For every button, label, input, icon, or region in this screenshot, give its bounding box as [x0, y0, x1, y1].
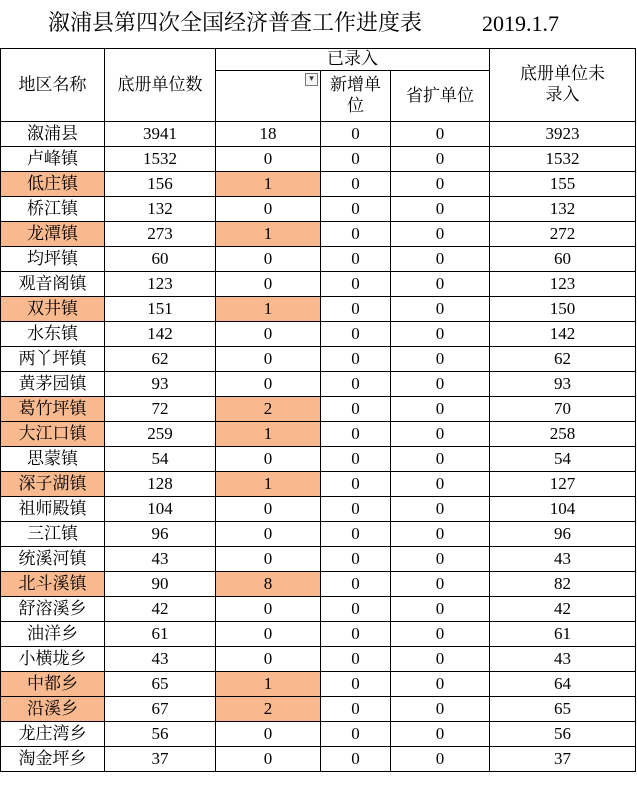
- cell-new-units[interactable]: 0: [321, 447, 391, 472]
- cell-registered[interactable]: 259: [105, 422, 216, 447]
- cell-region-name[interactable]: 桥江镇: [1, 197, 105, 222]
- cell-not-entered[interactable]: 62: [490, 347, 636, 372]
- cell-registered[interactable]: 42: [105, 597, 216, 622]
- cell-not-entered[interactable]: 70: [490, 397, 636, 422]
- table-row: [1, 722, 636, 747]
- cell-region-name[interactable]: 油洋乡: [1, 622, 105, 647]
- cell-not-entered[interactable]: 150: [490, 297, 636, 322]
- table-row: [1, 347, 636, 372]
- cell-not-entered[interactable]: 142: [490, 322, 636, 347]
- cell-new-units[interactable]: 0: [321, 372, 391, 397]
- table-row: [1, 697, 636, 722]
- cell-province-units[interactable]: 0: [391, 347, 490, 372]
- cell-province-units[interactable]: 0: [391, 147, 490, 172]
- cell-new-units[interactable]: 0: [321, 597, 391, 622]
- cell-not-entered[interactable]: 54: [490, 447, 636, 472]
- sheet-title: [0, 0, 637, 48]
- cell-region-name[interactable]: 中都乡: [1, 672, 105, 697]
- table-row: [1, 497, 636, 522]
- cell-entered[interactable]: 0: [216, 597, 321, 622]
- cell-registered[interactable]: 1532: [105, 147, 216, 172]
- header-region: 地区名称: [1, 49, 105, 122]
- cell-not-entered[interactable]: 123: [490, 272, 636, 297]
- cell-province-units[interactable]: 0: [391, 572, 490, 597]
- header-new-units: 新增单位: [321, 71, 391, 122]
- report-date: 2019.1.7: [482, 11, 559, 36]
- cell-entered[interactable]: 0: [216, 647, 321, 672]
- cell-registered[interactable]: 132: [105, 197, 216, 222]
- table-row: [1, 247, 636, 272]
- table-row: [1, 747, 636, 772]
- cell-registered[interactable]: 123: [105, 272, 216, 297]
- cell-new-units[interactable]: 0: [321, 747, 391, 772]
- cell-entered[interactable]: 1: [216, 172, 321, 197]
- cell-not-entered[interactable]: 37: [490, 747, 636, 772]
- table-row: [1, 572, 636, 597]
- table-row: [1, 197, 636, 222]
- table-row: [1, 547, 636, 572]
- cell-new-units[interactable]: 0: [321, 647, 391, 672]
- cell-entered[interactable]: 0: [216, 497, 321, 522]
- table-row: [1, 397, 636, 422]
- cell-new-units[interactable]: 0: [321, 147, 391, 172]
- cell-region-name[interactable]: 均坪镇: [1, 247, 105, 272]
- cell-registered[interactable]: 61: [105, 622, 216, 647]
- progress-table: [0, 48, 636, 772]
- cell-entered[interactable]: 0: [216, 722, 321, 747]
- cell-new-units[interactable]: 0: [321, 272, 391, 297]
- cell-not-entered[interactable]: 61: [490, 622, 636, 647]
- cell-entered[interactable]: 1: [216, 222, 321, 247]
- cell-not-entered[interactable]: 3923: [490, 122, 636, 147]
- cell-province-units[interactable]: 0: [391, 372, 490, 397]
- cell-province-units[interactable]: 0: [391, 297, 490, 322]
- cell-not-entered[interactable]: 42: [490, 597, 636, 622]
- cell-province-units[interactable]: 0: [391, 622, 490, 647]
- cell-entered[interactable]: 0: [216, 522, 321, 547]
- cell-new-units[interactable]: 0: [321, 297, 391, 322]
- cell-region-name[interactable]: 卢峰镇: [1, 147, 105, 172]
- cell-not-entered[interactable]: 155: [490, 172, 636, 197]
- cell-registered[interactable]: 67: [105, 697, 216, 722]
- cell-new-units[interactable]: 0: [321, 472, 391, 497]
- cell-province-units[interactable]: 0: [391, 272, 490, 297]
- header-entered-group: 已录入: [216, 49, 490, 71]
- cell-not-entered[interactable]: 64: [490, 672, 636, 697]
- filter-dropdown-icon[interactable]: ▾: [305, 73, 318, 86]
- cell-not-entered[interactable]: 93: [490, 372, 636, 397]
- cell-registered[interactable]: 56: [105, 722, 216, 747]
- cell-region-name[interactable]: 大江口镇: [1, 422, 105, 447]
- cell-registered[interactable]: 273: [105, 222, 216, 247]
- cell-new-units[interactable]: 0: [321, 172, 391, 197]
- table-row: [1, 222, 636, 247]
- cell-province-units[interactable]: 0: [391, 222, 490, 247]
- cell-region-name[interactable]: 统溪河镇: [1, 547, 105, 572]
- cell-not-entered[interactable]: 272: [490, 222, 636, 247]
- table-row: [1, 447, 636, 472]
- cell-registered[interactable]: 142: [105, 322, 216, 347]
- table-row: [1, 522, 636, 547]
- cell-new-units[interactable]: 0: [321, 522, 391, 547]
- cell-not-entered[interactable]: 127: [490, 472, 636, 497]
- cell-region-name[interactable]: 舒溶溪乡: [1, 597, 105, 622]
- cell-region-name[interactable]: 龙潭镇: [1, 222, 105, 247]
- cell-new-units[interactable]: 0: [321, 722, 391, 747]
- cell-region-name[interactable]: 双井镇: [1, 297, 105, 322]
- cell-entered[interactable]: 0: [216, 247, 321, 272]
- cell-entered[interactable]: 1: [216, 672, 321, 697]
- cell-not-entered[interactable]: 43: [490, 647, 636, 672]
- cell-new-units[interactable]: 0: [321, 622, 391, 647]
- cell-province-units[interactable]: 0: [391, 547, 490, 572]
- cell-not-entered[interactable]: 104: [490, 497, 636, 522]
- cell-province-units[interactable]: 0: [391, 122, 490, 147]
- cell-new-units[interactable]: 0: [321, 397, 391, 422]
- cell-registered[interactable]: 156: [105, 172, 216, 197]
- cell-registered[interactable]: 93: [105, 372, 216, 397]
- cell-province-units[interactable]: 0: [391, 597, 490, 622]
- cell-registered[interactable]: 72: [105, 397, 216, 422]
- cell-new-units[interactable]: 0: [321, 697, 391, 722]
- cell-registered[interactable]: 151: [105, 297, 216, 322]
- cell-province-units[interactable]: 0: [391, 522, 490, 547]
- table-row: [1, 372, 636, 397]
- header-province-units: 省扩单位: [391, 71, 490, 122]
- cell-new-units[interactable]: 0: [321, 422, 391, 447]
- table-row: [1, 472, 636, 497]
- cell-province-units[interactable]: 0: [391, 422, 490, 447]
- cell-region-name[interactable]: 低庄镇: [1, 172, 105, 197]
- cell-entered[interactable]: 0: [216, 197, 321, 222]
- cell-entered[interactable]: 2: [216, 397, 321, 422]
- table-row: [1, 172, 636, 197]
- cell-region-name[interactable]: 溆浦县: [1, 122, 105, 147]
- cell-province-units[interactable]: 0: [391, 647, 490, 672]
- page-title: 溆浦县第四次全国经济普查工作进度表: [48, 11, 423, 36]
- cell-region-name[interactable]: 葛竹坪镇: [1, 397, 105, 422]
- cell-entered[interactable]: 8: [216, 572, 321, 597]
- table-body: [1, 122, 636, 772]
- table-row: [1, 147, 636, 172]
- cell-new-units[interactable]: 0: [321, 247, 391, 272]
- cell-province-units[interactable]: 0: [391, 172, 490, 197]
- table-row: [1, 297, 636, 322]
- cell-entered[interactable]: 0: [216, 147, 321, 172]
- cell-registered[interactable]: 65: [105, 672, 216, 697]
- cell-registered[interactable]: 37: [105, 747, 216, 772]
- header-registered-label: 底册单位数: [117, 74, 203, 95]
- table-row: [1, 597, 636, 622]
- cell-registered[interactable]: 90: [105, 572, 216, 597]
- cell-province-units[interactable]: 0: [391, 197, 490, 222]
- cell-region-name[interactable]: 思蒙镇: [1, 447, 105, 472]
- cell-entered[interactable]: 2: [216, 697, 321, 722]
- cell-region-name[interactable]: 北斗溪镇: [1, 572, 105, 597]
- cell-region-name[interactable]: 三江镇: [1, 522, 105, 547]
- cell-province-units[interactable]: 0: [391, 397, 490, 422]
- cell-region-name[interactable]: 沿溪乡: [1, 697, 105, 722]
- cell-new-units[interactable]: 0: [321, 347, 391, 372]
- cell-province-units[interactable]: 0: [391, 672, 490, 697]
- cell-not-entered[interactable]: 258: [490, 422, 636, 447]
- cell-region-name[interactable]: 两丫坪镇: [1, 347, 105, 372]
- cell-entered[interactable]: 0: [216, 272, 321, 297]
- cell-entered[interactable]: 1: [216, 472, 321, 497]
- cell-province-units[interactable]: 0: [391, 697, 490, 722]
- cell-region-name[interactable]: 水东镇: [1, 322, 105, 347]
- cell-region-name[interactable]: 黄茅园镇: [1, 372, 105, 397]
- cell-not-entered[interactable]: 132: [490, 197, 636, 222]
- table-row: [1, 322, 636, 347]
- cell-entered[interactable]: 1: [216, 297, 321, 322]
- cell-not-entered[interactable]: 56: [490, 722, 636, 747]
- table-row: [1, 422, 636, 447]
- cell-registered[interactable]: 104: [105, 497, 216, 522]
- table-row: [1, 272, 636, 297]
- cell-entered[interactable]: 0: [216, 322, 321, 347]
- cell-entered[interactable]: 0: [216, 747, 321, 772]
- cell-entered[interactable]: 18: [216, 122, 321, 147]
- cell-province-units[interactable]: 0: [391, 447, 490, 472]
- cell-new-units[interactable]: 0: [321, 672, 391, 697]
- cell-new-units[interactable]: 0: [321, 547, 391, 572]
- cell-registered[interactable]: 60: [105, 247, 216, 272]
- cell-province-units[interactable]: 0: [391, 722, 490, 747]
- cell-registered[interactable]: 43: [105, 547, 216, 572]
- cell-registered[interactable]: 128: [105, 472, 216, 497]
- cell-province-units[interactable]: 0: [391, 747, 490, 772]
- table-row: [1, 622, 636, 647]
- cell-region-name[interactable]: 淘金坪乡: [1, 747, 105, 772]
- cell-new-units[interactable]: 0: [321, 197, 391, 222]
- cell-registered[interactable]: 96: [105, 522, 216, 547]
- cell-region-name[interactable]: 祖师殿镇: [1, 497, 105, 522]
- cell-entered[interactable]: 0: [216, 622, 321, 647]
- cell-not-entered[interactable]: 1532: [490, 147, 636, 172]
- cell-registered[interactable]: 43: [105, 647, 216, 672]
- header-not-entered: 底册单位未录入: [490, 49, 636, 122]
- cell-province-units[interactable]: 0: [391, 472, 490, 497]
- cell-registered[interactable]: 3941: [105, 122, 216, 147]
- cell-province-units[interactable]: 0: [391, 247, 490, 272]
- table-row: [1, 122, 636, 147]
- cell-region-name[interactable]: 小横垅乡: [1, 647, 105, 672]
- header-registered[interactable]: [105, 49, 216, 122]
- header-entered-total[interactable]: [216, 71, 321, 122]
- cell-not-entered[interactable]: 96: [490, 522, 636, 547]
- cell-registered[interactable]: 54: [105, 447, 216, 472]
- cell-region-name[interactable]: 观音阁镇: [1, 272, 105, 297]
- cell-new-units[interactable]: 0: [321, 222, 391, 247]
- cell-not-entered[interactable]: 65: [490, 697, 636, 722]
- cell-new-units[interactable]: 0: [321, 122, 391, 147]
- cell-registered[interactable]: 62: [105, 347, 216, 372]
- cell-region-name[interactable]: 深子湖镇: [1, 472, 105, 497]
- cell-entered[interactable]: 0: [216, 547, 321, 572]
- cell-entered[interactable]: 1: [216, 422, 321, 447]
- cell-not-entered[interactable]: 82: [490, 572, 636, 597]
- cell-region-name[interactable]: 龙庄湾乡: [1, 722, 105, 747]
- cell-new-units[interactable]: 0: [321, 572, 391, 597]
- cell-province-units[interactable]: 0: [391, 322, 490, 347]
- cell-new-units[interactable]: 0: [321, 322, 391, 347]
- cell-entered[interactable]: 0: [216, 447, 321, 472]
- cell-entered[interactable]: 0: [216, 372, 321, 397]
- table-row: [1, 672, 636, 697]
- cell-province-units[interactable]: 0: [391, 497, 490, 522]
- cell-entered[interactable]: 0: [216, 347, 321, 372]
- table-row: [1, 647, 636, 672]
- cell-not-entered[interactable]: 43: [490, 547, 636, 572]
- cell-new-units[interactable]: 0: [321, 497, 391, 522]
- cell-not-entered[interactable]: 60: [490, 247, 636, 272]
